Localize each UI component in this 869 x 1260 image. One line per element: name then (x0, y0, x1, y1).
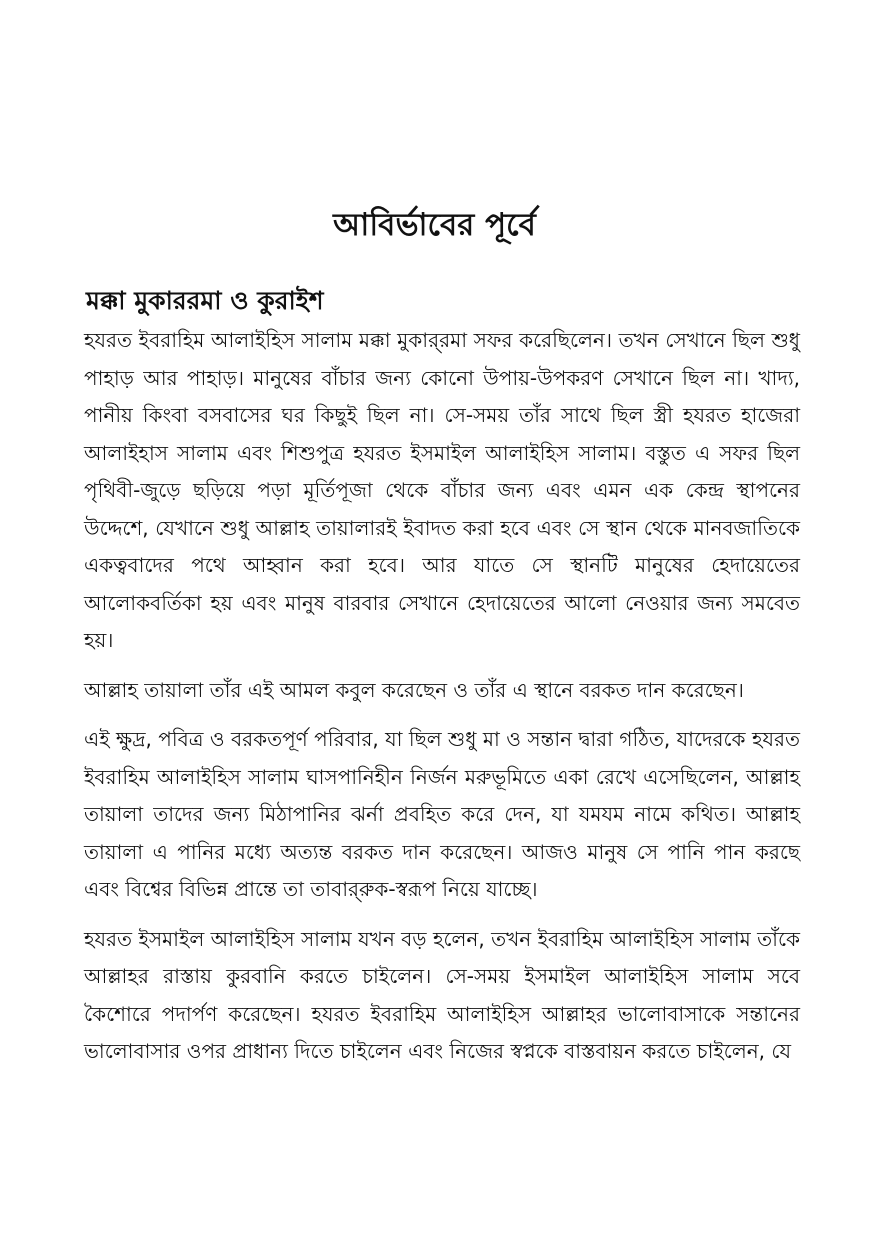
paragraph-3: এই ক্ষুদ্র, পবিত্র ও বরকতপূর্ণ পরিবার, যা ছিল শুধু মা ও সন্তান দ্বারা গঠিত, যাদেরকে হযরত ইবরাহিম আলাইহিস সালাম ঘাসপানিহীন নির্জন মরুভূমিতে একা রেখে এসেছিলেন, আল্লাহ তায়ালা তাদের জন্য মিঠাপানির ঝর্না প্রবহিত করে দেন, যা যমযম নামে কথিত। আল্লাহ তায়ালা এ পানির মধ্যে অত্যন্ত বরকত দান করেছেন। আজও মানুষ সে পানি পান করছে এবং বিশ্বের বিভিন্ন প্রান্তে তা তাবার্‌রুক-স্বরূপ নিয়ে যাচ্ছে। (84, 727, 800, 901)
body-text (84, 322, 800, 1083)
paragraph-2: আল্লাহ তায়ালা তাঁর এই আমল কবুল করেছেন ও তাঁর এ স্থানে বরকত দান করেছেন। (84, 677, 744, 702)
chapter-title: আবির্ভাবের পূর্বে (333, 207, 536, 243)
paragraph-1: হযরত ইবরাহিম আলাইহিস সালাম মক্কা মুকার্‌রমা সফর করেছিলেন। তখন সেখানে ছিল শুধু পাহাড় আর পাহাড়। মানুষের বাঁচার জন্য কোনো উপায়-উপকরণ সেখানে ছিল না। খাদ্য, পানীয় কিংবা বসবাসের ঘর কিছুই ছিল না। সে-সময় তাঁর সাথে ছিল স্ত্রী হযরত হাজেরা আলাইহাস সালাম এবং শিশুপুত্র হযরত ইসমাইল আলাইহিস সালাম। বস্তুত এ সফর ছিল পৃথিবী-জুড়ে ছড়িয়ে পড়া মূর্তিপূজা থেকে বাঁচার জন্য এবং এমন এক কেন্দ্র স্থাপনের উদ্দেশে, যেখানে শুধু আল্লাহ তায়ালারই ইবাদত করা হবে এবং সে স্থান থেকে মানবজাতিকে একত্ববাদের পথে আহ্বান করা হবে। আর যাতে সে স্থানটি মানুষের হেদায়েতের আলোকবর্তিকা হয় এবং মানুষ বারবার সেখানে হেদায়েতের আলো নেওয়ার জন্য সমবেত হয়। (84, 328, 800, 652)
paragraph-4: হযরত ইসমাইল আলাইহিস সালাম যখন বড় হলেন, তখন ইবরাহিম আলাইহিস সালাম তাঁকে আল্লাহর রাস্তায় কুরবানি করতে চাইলেন। সে-সময় ইসমাইল আলাইহিস সালাম সবে কৈশোরে পদার্পণ করেছেন। হযরত ইবরাহিম আলাইহিস আল্লাহর ভালোবাসাকে সন্তানের ভালোবাসার ওপর প্রাধান্য দিতে চাইলেন এবং নিজের স্বপ্নকে বাস্তবায়ন করতে চাইলেন, যে (84, 926, 800, 1063)
section-heading: মক্কা মুকাররমা ও কুরাইশ (86, 286, 324, 315)
